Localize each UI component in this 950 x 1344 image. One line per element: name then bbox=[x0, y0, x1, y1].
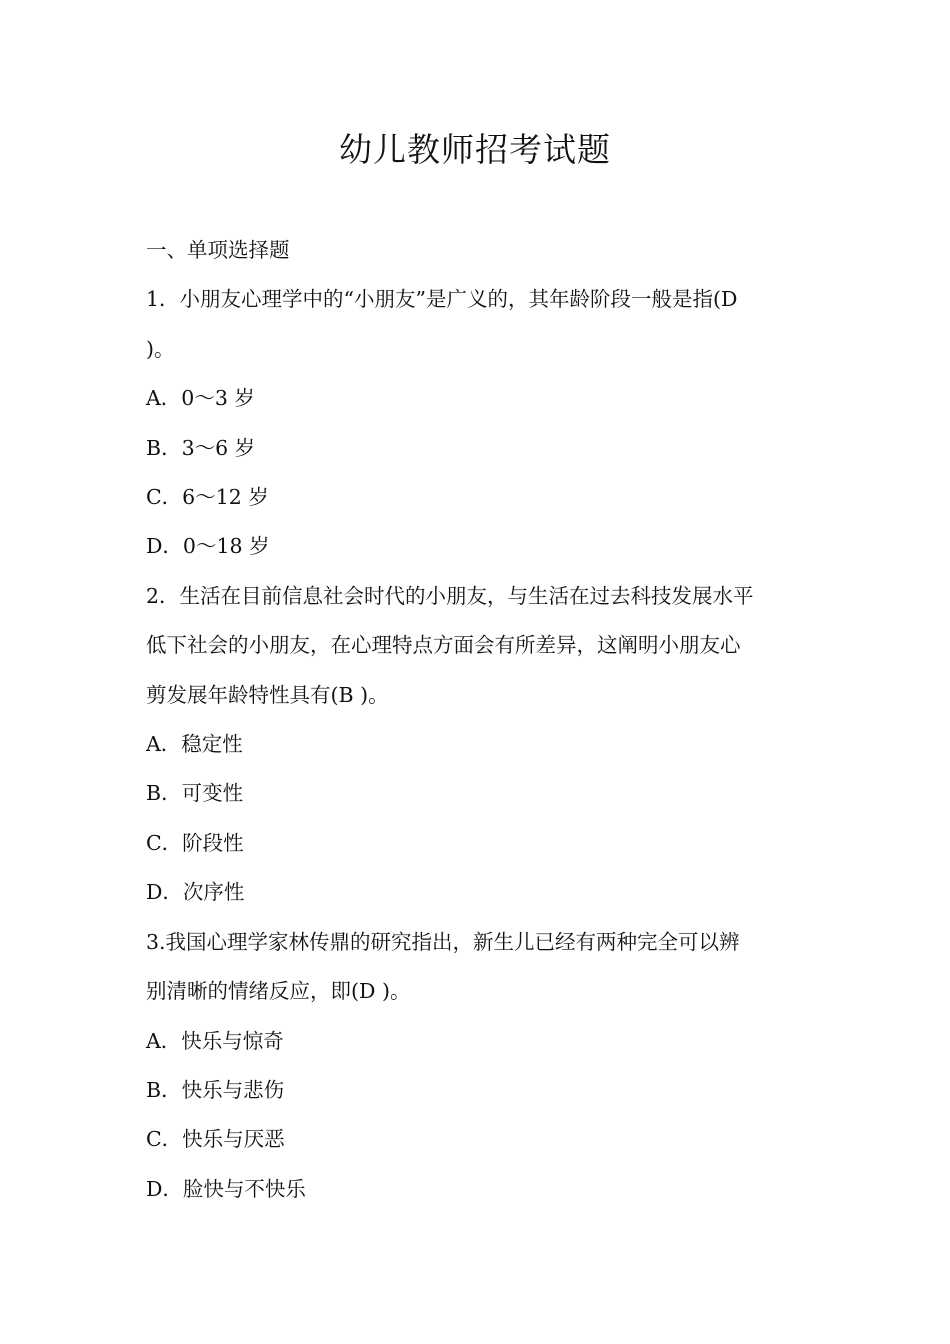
question-1-option-d: D．0～18 岁 bbox=[146, 534, 270, 559]
section-heading: 一、单项选择题 bbox=[146, 238, 290, 262]
question-2-text-end: 剪发展年龄特性具有(B )。 bbox=[146, 682, 389, 707]
question-1-option-c: C．6～12 岁 bbox=[146, 485, 269, 510]
question-1-option-b: B．3～6 岁 bbox=[146, 435, 256, 460]
question-2-text: 2．生活在目前信息社会时代的小朋友，与生活在过去科技发展水平 bbox=[146, 583, 754, 608]
question-3-option-d: D．脸快与不快乐 bbox=[146, 1176, 306, 1201]
question-3-option-a: A．快乐与惊奇 bbox=[146, 1028, 284, 1053]
question-2-text-cont: 低下社会的小朋友，在心理特点方面会有所差异，这阐明小朋友心 bbox=[146, 633, 741, 658]
question-2-option-a: A．稳定性 bbox=[146, 732, 243, 757]
question-2-option-c: C．阶段性 bbox=[146, 830, 244, 855]
document-body bbox=[146, 226, 814, 1214]
question-3-option-c: C．快乐与厌恶 bbox=[146, 1127, 285, 1152]
question-3-text: 3.我国心理学家林传鼎的研究指出，新生儿已经有两种完全可以辨 bbox=[146, 929, 740, 954]
question-1-text: 1．小朋友心理学中的“小朋友”是广义的，其年龄阶段一般是指(D bbox=[146, 287, 738, 312]
question-1-text-cont: )。 bbox=[146, 336, 175, 361]
question-3-option-b: B．快乐与悲伤 bbox=[146, 1077, 285, 1102]
question-1-option-a: A．0～3 岁 bbox=[146, 386, 255, 411]
question-2-option-d: D．次序性 bbox=[146, 880, 245, 905]
document-title: 幼儿教师招考试题 bbox=[339, 130, 611, 169]
question-2-option-b: B．可变性 bbox=[146, 781, 244, 806]
question-3-text-cont: 别清晰的情绪反应，即(D )。 bbox=[146, 979, 411, 1004]
